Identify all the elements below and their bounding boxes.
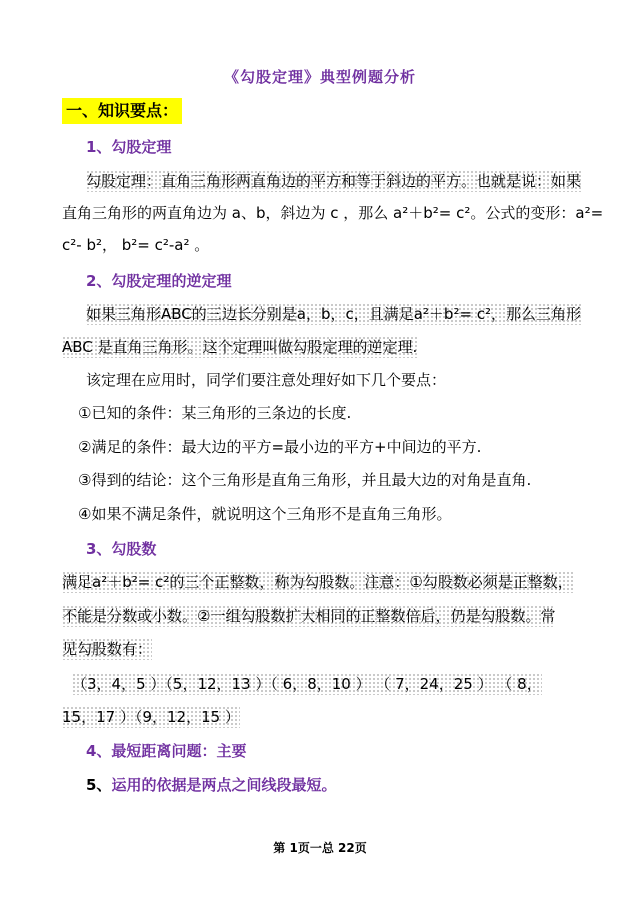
paragraph-converse-line2: ABC 是直角三角形。这个定理叫做勾股定理的逆定理. <box>62 338 418 356</box>
page-title: 《勾股定理》典型例题分析 <box>223 68 416 86</box>
list-item-satisfied-condition: ②满足的条件：最大边的平方=最小边的平方+中间边的平方. <box>78 438 482 456</box>
paragraph-theorem-line3: c²- b²， b²= c²-a² 。 <box>62 236 210 254</box>
paragraph-triples-line2: 不能是分数或小数。②一组勾股数扩大相同的正整数倍后，仍是勾股数。常 <box>62 607 556 625</box>
basis-emphasis: 两点之间线段最短。 <box>201 776 337 794</box>
paragraph-theorem-line2 <box>62 202 603 224</box>
triples-list-line2: 15，17 ）（9，12，15 ） <box>62 708 240 726</box>
theorem-formula: a²＋b²= c² <box>393 204 471 222</box>
basis-text: 运用的依据是 <box>111 776 202 794</box>
list-item-not-satisfied: ④如果不满足条件，就说明这个三角形不是直角三角形。 <box>78 505 452 523</box>
triples-list-line1: （3，4，5 ）（5，12，13 ）（ 6，8，10 ） （ 7，24，25 ） （ 8， <box>72 675 542 693</box>
heading-shortest-distance: 4、最短距离问题：主要 <box>86 742 247 760</box>
paragraph-triples-line3: 见勾股数有： <box>62 640 153 658</box>
heading-pythagorean-triples: 3、勾股数 <box>86 540 157 558</box>
paragraph-theorem-line1: 勾股定理：直角三角形两直角边的平方和等于斜边的平方。也就是说：如果 <box>86 172 582 190</box>
theorem-formula-variant: a²= <box>575 204 604 222</box>
theorem-line2-text: 直角三角形的两直角边为 a、b，斜边为 c ，那么 <box>62 204 394 222</box>
heading-converse-theorem: 2、勾股定理的逆定理 <box>86 272 232 290</box>
list-item-conclusion: ③得到的结论：这个三角形是直角三角形，并且最大边的对角是直角. <box>78 471 532 489</box>
paragraph-triples-line1: 满足a²＋b²= c²的三个正整数，称为勾股数。注意：①勾股数必须是正整数， <box>62 573 573 591</box>
paragraph-converse-intro: 该定理在应用时，同学们要注意处理好如下几个要点： <box>86 371 447 389</box>
basis-number: 5、 <box>86 776 112 794</box>
page-footer: 第 1页一总 22页 <box>273 841 367 855</box>
section-heading-knowledge-points: 一、知识要点： <box>62 98 182 124</box>
list-item-known-condition: ①已知的条件：某三角形的三条边的长度. <box>78 404 352 422</box>
heading-pythagorean-theorem: 1、勾股定理 <box>86 138 172 156</box>
paragraph-basis <box>86 774 336 796</box>
theorem-line2-tail: 。公式的变形： <box>470 204 576 222</box>
paragraph-converse-line1: 如果三角形ABC的三边长分别是a，b，c，且满足a²＋b²= c²，那么三角形 <box>86 305 582 323</box>
